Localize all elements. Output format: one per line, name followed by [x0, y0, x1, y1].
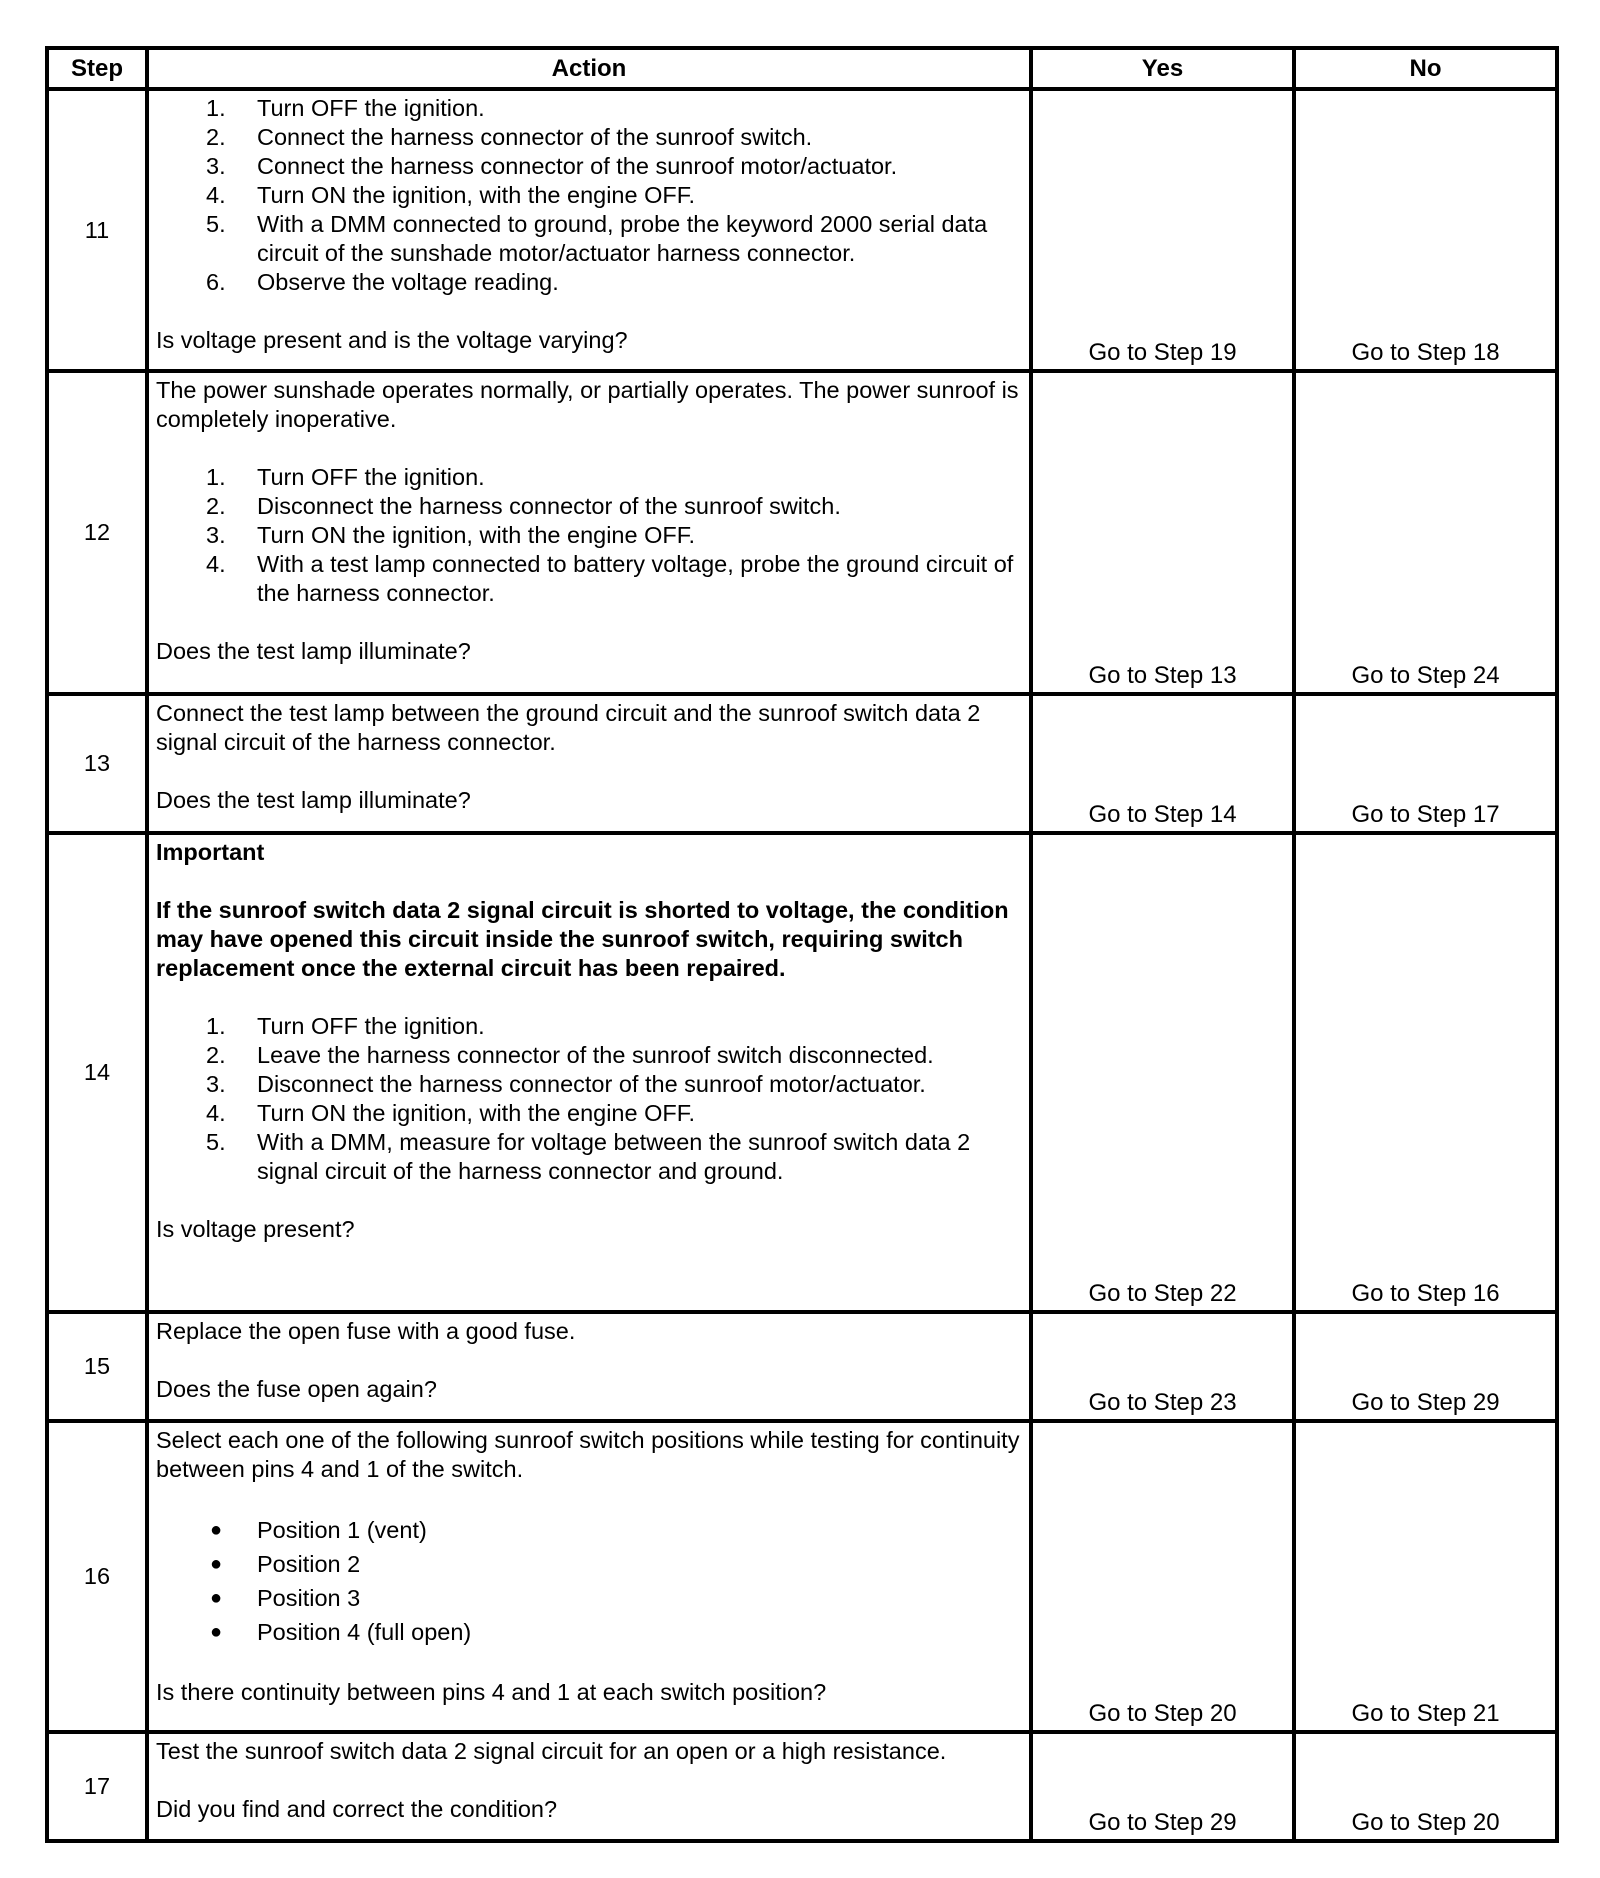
no-link: Go to Step 16 — [1351, 1280, 1500, 1307]
question-text: Does the test lamp illuminate? — [156, 638, 471, 664]
yes-cell — [1031, 1312, 1294, 1421]
list-item: 5. With a DMM, measure for voltage between the sunroof switch data 2 signal circuit of the harness connector and ground. — [206, 1129, 971, 1184]
yes-link: Go to Step 22 — [1088, 1280, 1237, 1307]
list-item: 2. Connect the harness connector of the sunroof switch. — [206, 124, 813, 150]
list-item: 4. With a test lamp connected to battery voltage, probe the ground circuit of the harness connector. — [206, 551, 1014, 606]
intro-text: Select each one of the following sunroof switch positions while testing for continuity between pins 4 and 1 of the switch. — [156, 1427, 1020, 1482]
table-row — [47, 833, 1557, 1312]
step-number: 12 — [47, 371, 147, 694]
question-text: Is voltage present and is the voltage varying? — [156, 327, 628, 353]
bullet-list — [156, 1513, 1021, 1649]
list-item: ● Position 3 — [210, 1585, 361, 1611]
no-link: Go to Step 21 — [1351, 1700, 1500, 1727]
question-text: Did you find and correct the condition? — [156, 1796, 558, 1822]
no-cell — [1294, 1732, 1557, 1841]
step-number: 11 — [47, 89, 147, 371]
list-item: 5. With a DMM connected to ground, probe the keyword 2000 serial data circuit of the sunshade motor/actuator harness connector. — [206, 211, 988, 266]
header-row — [47, 48, 1557, 89]
no-cell — [1294, 1421, 1557, 1732]
yes-cell — [1031, 833, 1294, 1312]
header-yes: Yes — [1031, 48, 1294, 89]
table-row — [47, 89, 1557, 371]
diagnostic-table — [45, 46, 1559, 1843]
list-item: 6. Observe the voltage reading. — [206, 269, 559, 295]
list-item: ● Position 2 — [210, 1551, 361, 1577]
list-item: 1. Turn OFF the ignition. — [206, 464, 485, 490]
action-cell — [147, 694, 1031, 833]
yes-link: Go to Step 13 — [1088, 662, 1237, 689]
action-cell — [147, 1312, 1031, 1421]
numbered-list — [156, 94, 1021, 297]
list-item: 3. Disconnect the harness connector of the sunroof motor/actuator. — [206, 1071, 926, 1097]
no-link: Go to Step 29 — [1351, 1389, 1500, 1416]
step-number: 13 — [47, 694, 147, 833]
yes-link: Go to Step 29 — [1088, 1809, 1237, 1836]
important-text: If the sunroof switch data 2 signal circuit is shorted to voltage, the condition may have opened this circuit inside the sunroof switch, requiring switch replacement once the external circuit has been repaired. — [156, 897, 1009, 981]
action-cell — [147, 1732, 1031, 1841]
no-link: Go to Step 18 — [1351, 339, 1500, 366]
yes-cell — [1031, 1732, 1294, 1841]
table-row — [47, 1421, 1557, 1732]
question-text: Is there continuity between pins 4 and 1 at each switch position? — [156, 1679, 827, 1705]
step-number: 14 — [47, 833, 147, 1312]
yes-link: Go to Step 23 — [1088, 1389, 1237, 1416]
important-label: Important — [156, 839, 265, 865]
intro-text: Test the sunroof switch data 2 signal circuit for an open or a high resistance. — [156, 1738, 947, 1764]
list-item: 4. Turn ON the ignition, with the engine OFF. — [206, 182, 696, 208]
action-cell — [147, 371, 1031, 694]
yes-link: Go to Step 19 — [1088, 339, 1237, 366]
table-row — [47, 1312, 1557, 1421]
list-item: 1. Turn OFF the ignition. — [206, 95, 485, 121]
list-item: ● Position 1 (vent) — [210, 1517, 427, 1543]
question-text: Does the test lamp illuminate? — [156, 787, 471, 813]
table-row — [47, 1732, 1557, 1841]
no-cell — [1294, 89, 1557, 371]
yes-cell — [1031, 371, 1294, 694]
no-cell — [1294, 371, 1557, 694]
list-item: 2. Leave the harness connector of the sunroof switch disconnected. — [206, 1042, 934, 1068]
step-number: 17 — [47, 1732, 147, 1841]
list-item: ● Position 4 (full open) — [210, 1619, 472, 1645]
list-item: 3. Connect the harness connector of the sunroof motor/actuator. — [206, 153, 898, 179]
list-item: 2. Disconnect the harness connector of the sunroof switch. — [206, 493, 841, 519]
intro-text: The power sunshade operates normally, or partially operates. The power sunroof is completely inoperative. — [156, 377, 1019, 432]
no-cell — [1294, 694, 1557, 833]
table-row — [47, 694, 1557, 833]
action-cell — [147, 1421, 1031, 1732]
question-text: Is voltage present? — [156, 1216, 355, 1242]
step-number: 16 — [47, 1421, 147, 1732]
yes-cell — [1031, 1421, 1294, 1732]
action-cell — [147, 89, 1031, 371]
yes-cell — [1031, 694, 1294, 833]
no-cell — [1294, 833, 1557, 1312]
no-link: Go to Step 24 — [1351, 662, 1500, 689]
no-link: Go to Step 20 — [1351, 1809, 1500, 1836]
yes-link: Go to Step 20 — [1088, 1700, 1237, 1727]
step-number: 15 — [47, 1312, 147, 1421]
list-item: 4. Turn ON the ignition, with the engine OFF. — [206, 1100, 696, 1126]
numbered-list — [156, 1012, 1021, 1186]
question-text: Does the fuse open again? — [156, 1376, 437, 1402]
list-item: 3. Turn ON the ignition, with the engine OFF. — [206, 522, 696, 548]
list-item: 1. Turn OFF the ignition. — [206, 1013, 485, 1039]
yes-link: Go to Step 14 — [1088, 801, 1237, 828]
table-row — [47, 371, 1557, 694]
numbered-list — [156, 463, 1021, 608]
no-cell — [1294, 1312, 1557, 1421]
header-step: Step — [47, 48, 147, 89]
intro-text: Replace the open fuse with a good fuse. — [156, 1318, 576, 1344]
no-link: Go to Step 17 — [1351, 801, 1500, 828]
yes-cell — [1031, 89, 1294, 371]
header-action: Action — [147, 48, 1031, 89]
action-cell — [147, 833, 1031, 1312]
intro-text: Connect the test lamp between the ground circuit and the sunroof switch data 2 signal circuit of the harness connector. — [156, 700, 981, 755]
header-no: No — [1294, 48, 1557, 89]
